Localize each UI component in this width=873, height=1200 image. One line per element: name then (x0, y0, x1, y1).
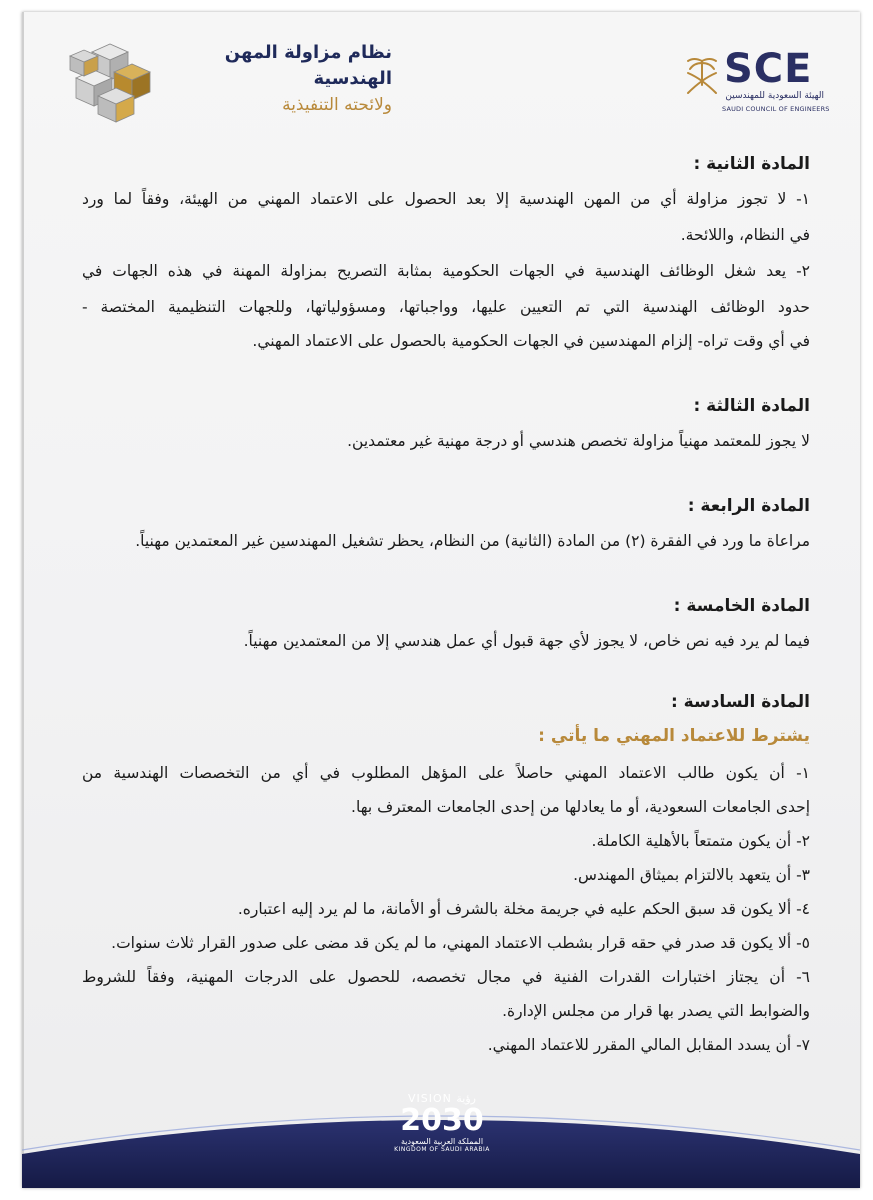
cubes-logo-icon (62, 32, 166, 128)
article-5-heading: المادة الخامسة : (673, 596, 810, 616)
vision-2030-logo (382, 1092, 502, 1188)
article-2-line: في النظام، واللائحة. (680, 226, 810, 244)
article-6-line: ٦- أن يجتاز اختبارات القدرات الفنية في مجال تخصصه، للحصول على الدرجات المهنية، وفقاً للشروط (82, 968, 810, 986)
header-subtitle: ولائحته التنفيذية (282, 95, 392, 115)
article-3-heading: المادة الثالثة : (693, 396, 810, 416)
article-6-line: ٣- أن يتعهد بالالتزام بميثاق المهندس. (573, 866, 810, 884)
sce-english-name: SAUDI COUNCIL OF ENGINEERS (722, 105, 830, 113)
article-6-line: ٤- ألا يكون قد سبق الحكم عليه في جريمة مخلة بالشرف أو الأمانة، ما لم يرد إليه اعتباره. (237, 900, 810, 918)
article-6-line: ٥- ألا يكون قد صدر في حقه قرار بشطب الاعتماد المهني، ما لم يكن قد مضى على صدور القرار ثلاث سنوات. (111, 934, 810, 952)
kingdom-arabic: المملكة العربية السعودية (400, 1137, 484, 1146)
header-title-block (172, 40, 392, 118)
sce-arabic-name: الهيئة السعودية للمهندسين (725, 91, 824, 101)
article-2-line: حدود الوظائف الهندسية التي تم التعيين عليها، وواجباتها، ومسؤولياتها، وللجهات التنظيمية المختصة - (82, 298, 810, 316)
article-2-line: في أي وقت تراه- إلزام المهندسين في الجهات الحكومية بالحصول على الاعتماد المهني. (252, 332, 810, 350)
sce-logo (684, 46, 830, 117)
article-6-line: ٧- أن يسدد المقابل المالي المقرر للاعتماد المهني. (487, 1036, 810, 1054)
palm-swords-icon (684, 51, 720, 97)
article-6-line: ١- أن يكون طالب الاعتماد المهني حاصلاً على المؤهل المطلوب في أي من التخصصات الهندسية من (82, 764, 810, 782)
vision-year: 2030 (400, 1103, 484, 1138)
article-6-line: ٢- أن يكون متمتعاً بالأهلية الكاملة. (591, 832, 810, 850)
article-4-heading: المادة الرابعة : (687, 496, 810, 516)
article-4-line: مراعاة ما ورد في الفقرة (٢) من المادة (الثانية) من النظام، يحظر تشغيل المهندسين غير المعتمدين مهنياً. (135, 532, 810, 550)
article-3-line: لا يجوز للمعتمد مهنياً مزاولة تخصص هندسي أو درجة مهنية غير معتمدين. (347, 432, 810, 450)
article-5-line: فيما لم يرد فيه نص خاص، لا يجوز لأي جهة قبول أي عمل هندسي إلا من المعتمدين مهنياً. (243, 632, 810, 650)
kingdom-english: KINGDOM OF SAUDI ARABIA (394, 1146, 490, 1153)
article-6-line: إحدى الجامعات السعودية، أو ما يعادلها من إحدى الجامعات المعترف بها. (351, 798, 810, 816)
sce-wordmark: SCE (724, 46, 813, 92)
article-6-subheading: يشترط للاعتماد المهني ما يأتي : (538, 726, 810, 746)
article-2-heading: المادة الثانية : (693, 154, 810, 174)
article-2-line: ٢- يعد شغل الوظائف الهندسية في الجهات الحكومية بمثابة التصريح بمزاولة المهنة في هذه الجهات في (82, 262, 810, 280)
header-title: نظام مزاولة المهن الهندسية (224, 42, 392, 89)
article-2-line: ١- لا تجوز مزاولة أي من المهن الهندسية إلا بعد الحصول على الاعتماد المهني من الهيئة، وفقاً لما ورد (82, 190, 810, 208)
vision-label: VISION رؤية (408, 1092, 476, 1105)
article-6-line: والضوابط التي يصدر بها قرار من مجلس الإدارة. (502, 1002, 810, 1020)
page-edge (22, 12, 24, 1188)
article-6-heading: المادة السادسة : (670, 692, 810, 712)
document-page (22, 12, 860, 1188)
